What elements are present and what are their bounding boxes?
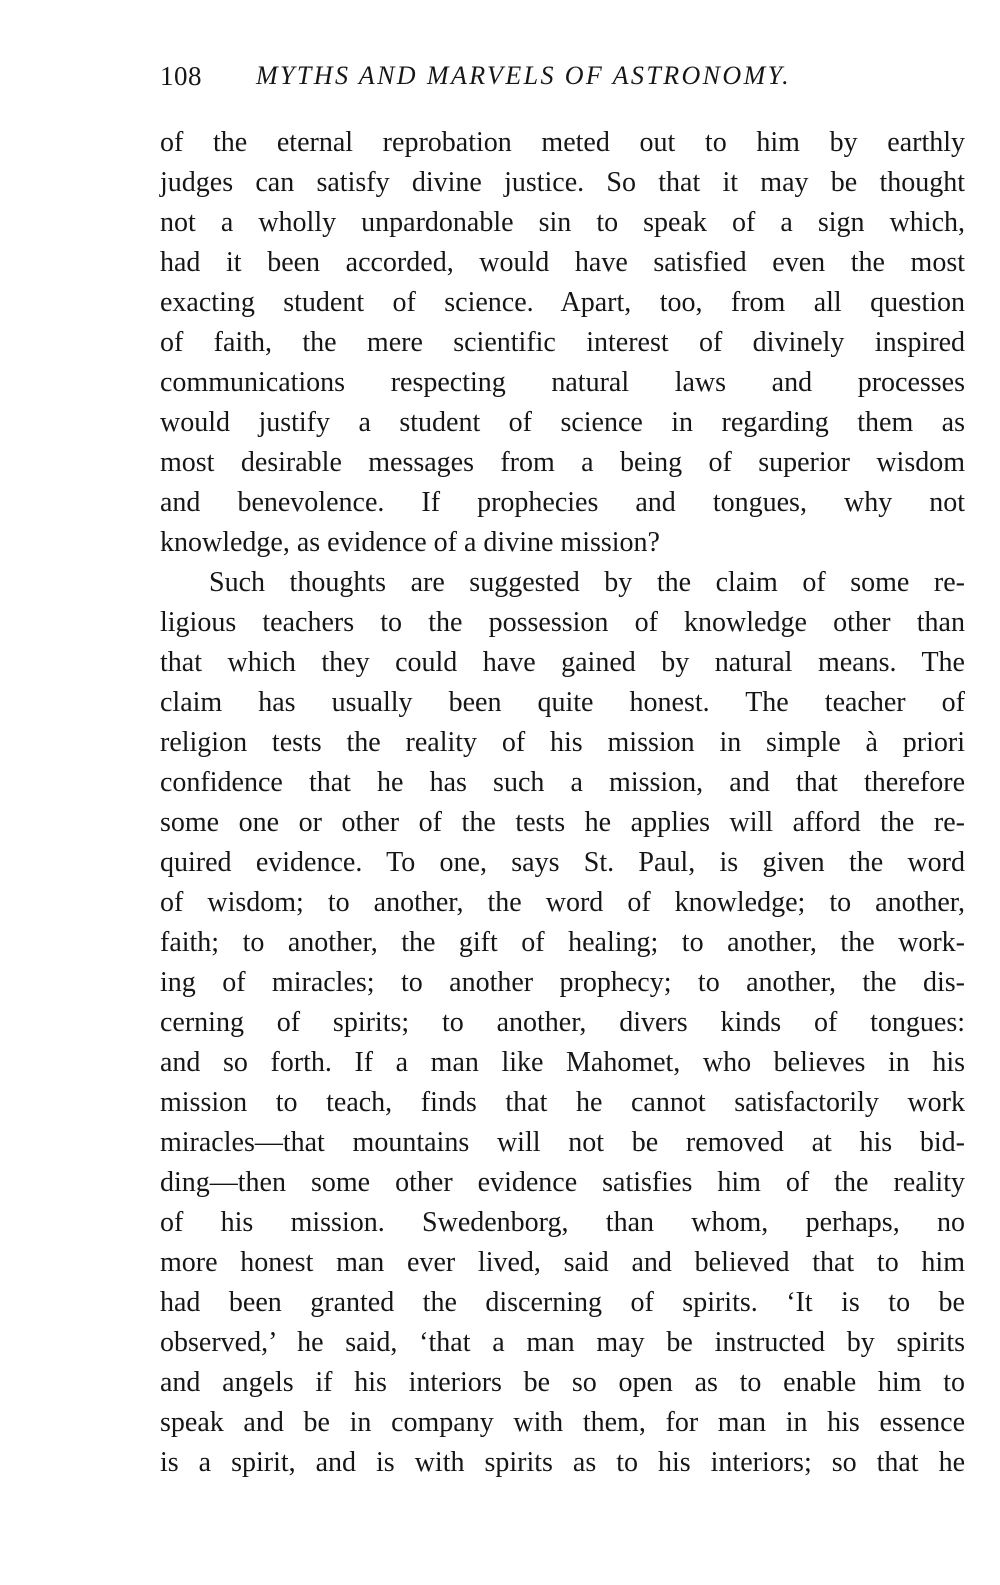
text-line: would justify a student of science in regarding them as	[160, 407, 965, 438]
text-line: observed,’ he said, ‘that a man may be instructed by spirits	[160, 1327, 965, 1358]
text-line: of the eternal reprobation meted out to him by earthly	[160, 127, 965, 158]
text-line: that which they could have gained by natural means. The	[160, 647, 965, 678]
text-line: knowledge, as evidence of a divine mission?	[160, 527, 660, 558]
text-line: quired evidence. To one, says St. Paul, is given the word	[160, 847, 965, 878]
text-line: Such thoughts are suggested by the claim of some re-	[209, 567, 965, 598]
text-line: most desirable messages from a being of superior wisdom	[160, 447, 965, 478]
page-number: 108	[160, 61, 202, 91]
text-line: and benevolence. If prophecies and tongues, why not	[160, 487, 965, 518]
text-line: ding—then some other evidence satisfies him of the reality	[160, 1167, 965, 1198]
text-line: some one or other of the tests he applies will afford the re-	[160, 807, 965, 838]
text-line: exacting student of science. Apart, too, from all question	[160, 287, 965, 318]
text-line: ing of miracles; to another prophecy; to another, the dis-	[160, 967, 965, 998]
text-line: judges can satisfy divine justice. So that it may be thought	[160, 167, 965, 198]
text-line: faith; to another, the gift of healing; to another, the work-	[160, 927, 965, 958]
text-line: and angels if his interiors be so open as to enable him to	[160, 1367, 965, 1398]
paragraph-1	[160, 123, 965, 563]
text-line: miracles—that mountains will not be removed at his bid-	[160, 1127, 965, 1158]
text-line: had it been accorded, would have satisfied even the most	[160, 247, 965, 278]
text-line: communications respecting natural laws and processes	[160, 367, 965, 398]
text-line: cerning of spirits; to another, divers kinds of tongues:	[160, 1007, 965, 1038]
text-line: confidence that he has such a mission, and that therefore	[160, 767, 965, 798]
paragraph-2	[160, 563, 965, 1483]
text-line: mission to teach, finds that he cannot satisfactorily work	[160, 1087, 965, 1118]
body-text	[160, 123, 965, 1483]
text-line: not a wholly unpardonable sin to speak of a sign which,	[160, 207, 965, 238]
text-line: ligious teachers to the possession of knowledge other than	[160, 607, 965, 638]
text-line: religion tests the reality of his mission in simple à priori	[160, 727, 965, 758]
running-head: MYTHS AND MARVELS OF ASTRONOMY.	[256, 61, 791, 90]
text-line: claim has usually been quite honest. The teacher of	[160, 687, 965, 718]
text-line: and so forth. If a man like Mahomet, who believes in his	[160, 1047, 965, 1078]
text-line: had been granted the discerning of spirits. ‘It is to be	[160, 1287, 965, 1318]
text-line: is a spirit, and is with spirits as to his interiors; so that he	[160, 1447, 965, 1478]
text-line: of wisdom; to another, the word of knowledge; to another,	[160, 887, 965, 918]
text-line: of his mission. Swedenborg, than whom, perhaps, no	[160, 1207, 965, 1238]
text-line: speak and be in company with them, for man in his essence	[160, 1407, 965, 1438]
page-header	[160, 56, 965, 96]
text-line: of faith, the mere scientific interest of divinely inspired	[160, 327, 965, 358]
text-line: more honest man ever lived, said and believed that to him	[160, 1247, 965, 1278]
